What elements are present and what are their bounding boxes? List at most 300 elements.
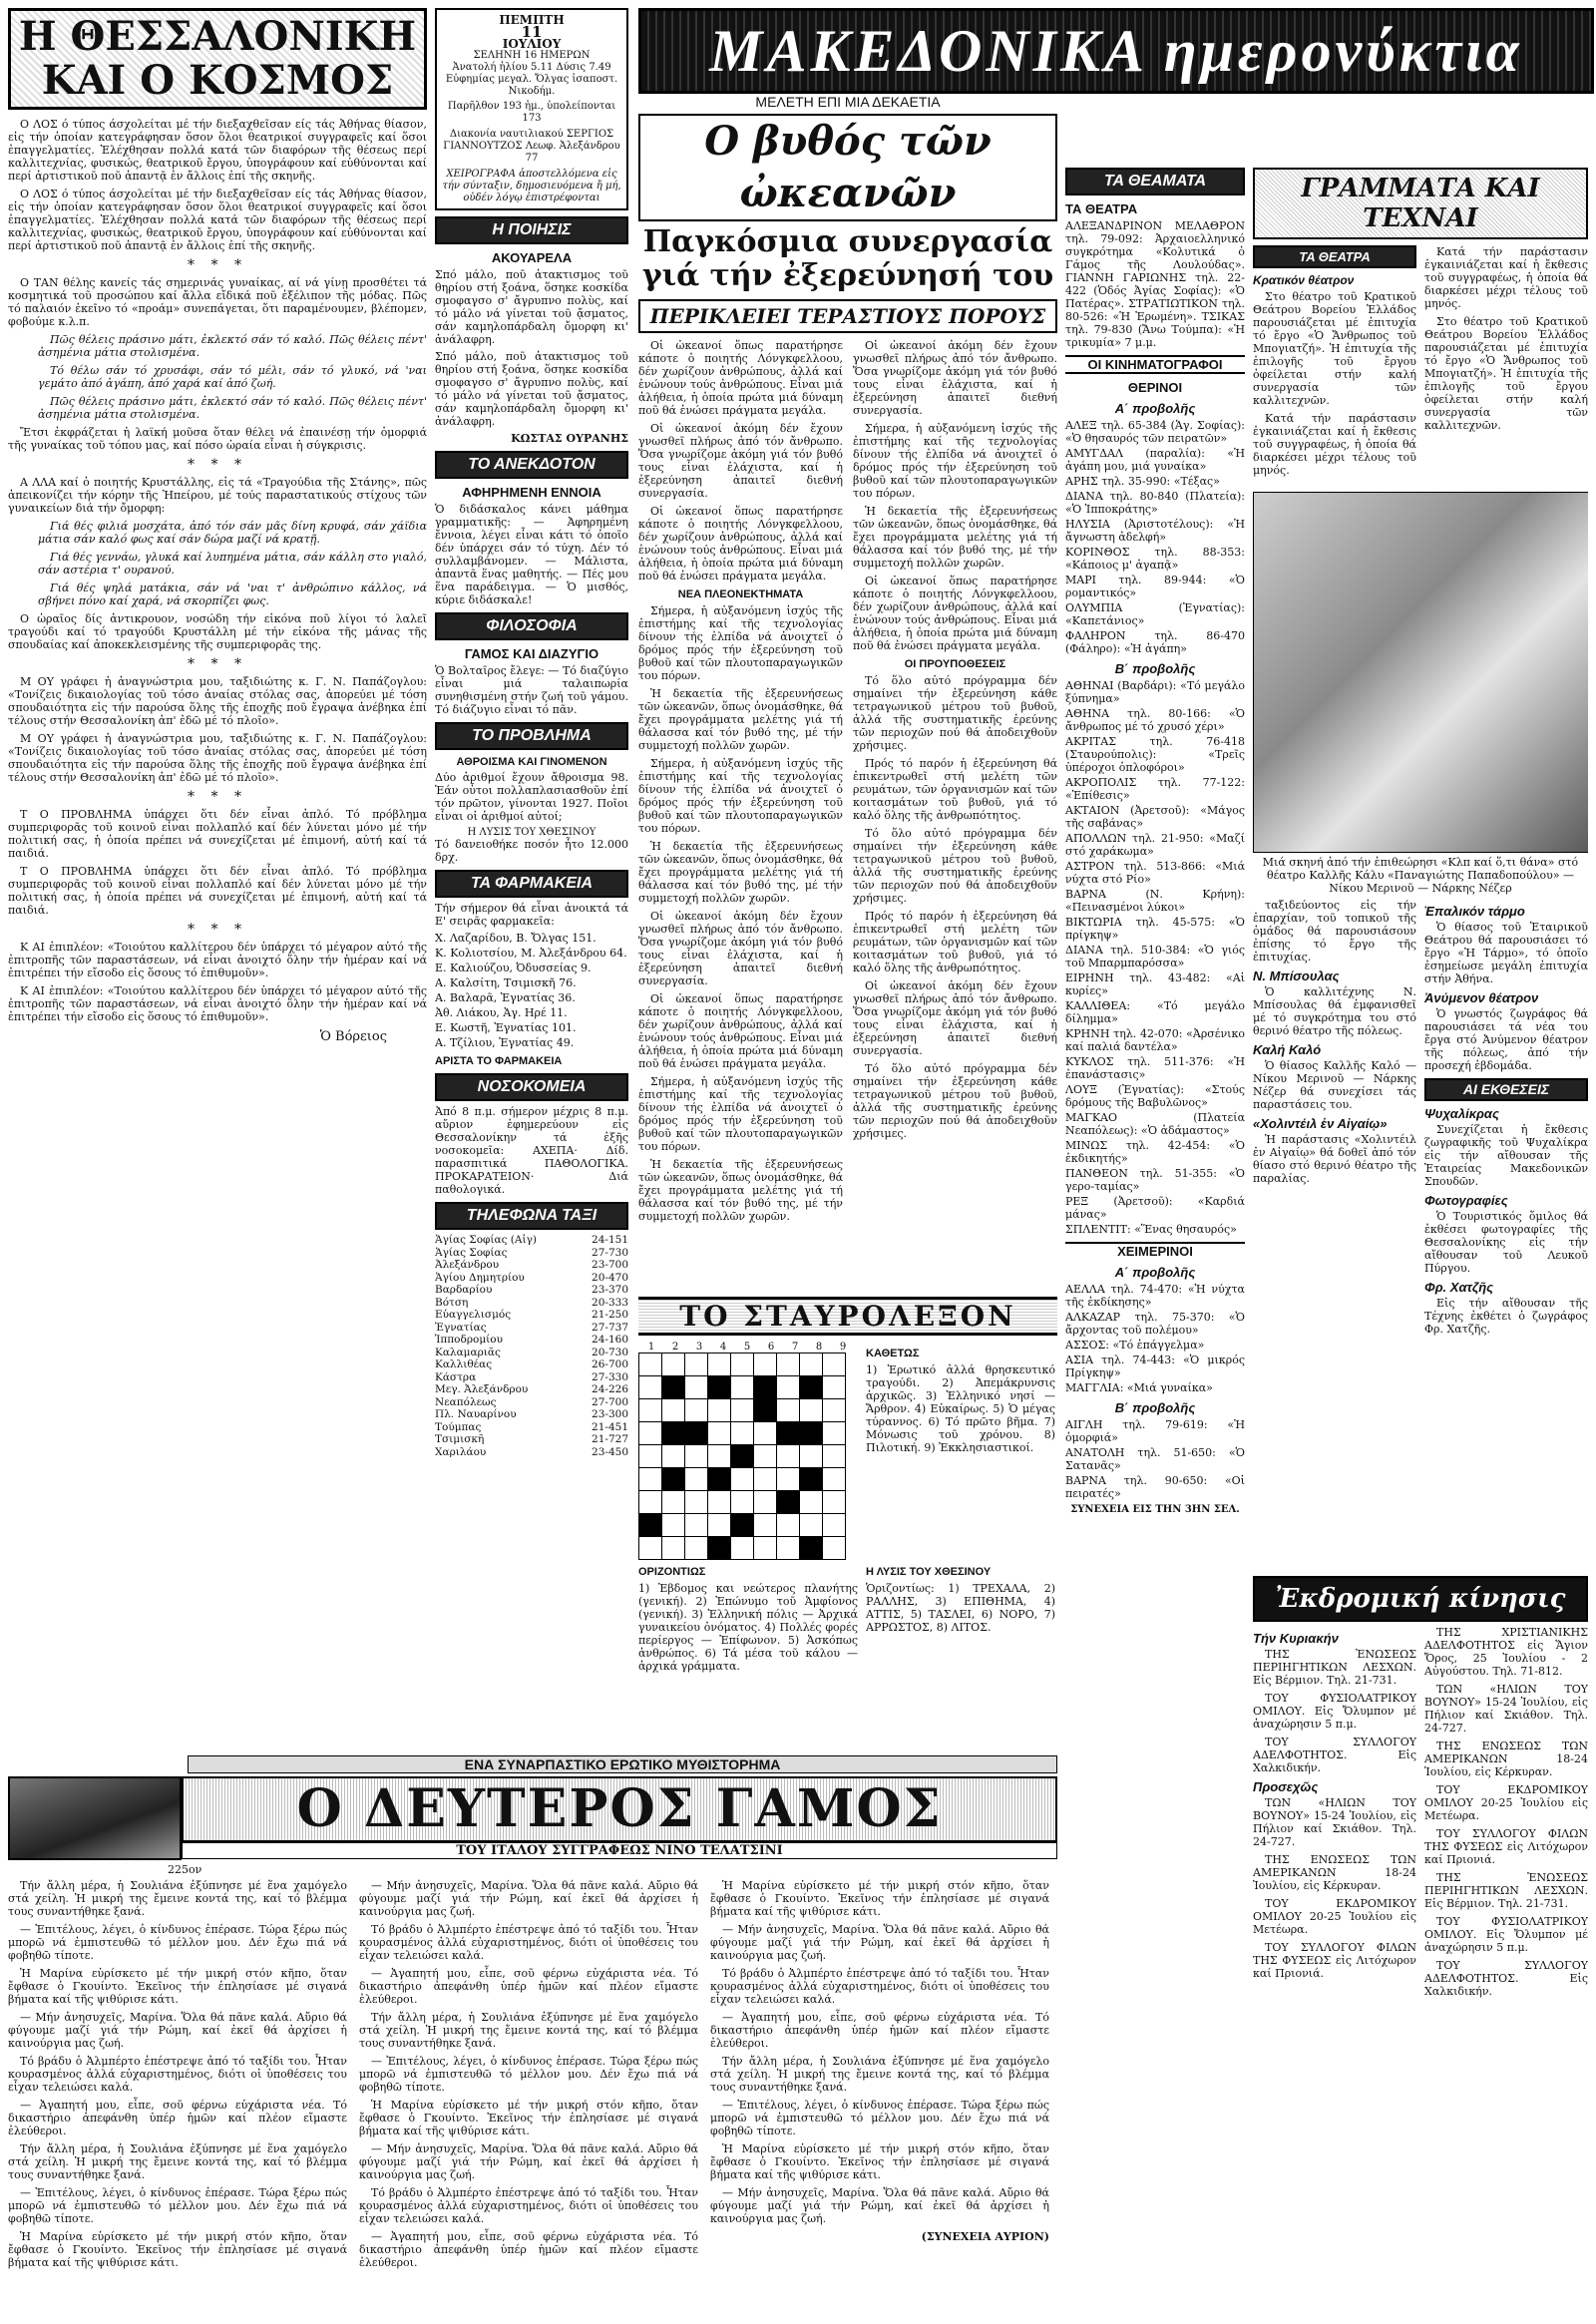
crossword-grid (638, 1353, 846, 1560)
cinema-item: ΠΑΝΘΕΟΝ τηλ. 51-355: «Ὁ γερο-ταμίας» (1065, 1167, 1245, 1193)
paragraph: Οἱ ὠκεανοί ἀκόμη δέν ἔχουν γνωσθεῖ πλήρως ἀπό τόν ἄνθρωπο. Ὅσα γνωρίζομε ἀκόμη γιά τόν βυθό τους εἶναι ἐλάχιστα, καί ἡ ἐξερεύνηση ἀπαιτεῖ διεθνή συνεργασία. (853, 339, 1057, 417)
section-title: ΟΙ ΠΡΟΥΠΟΘΕΣΕΙΣ (904, 658, 1006, 670)
column-title (8, 8, 427, 110)
crossword-white-cell[interactable] (823, 1422, 846, 1445)
paragraph: Οἱ ὠκεανοί ὅπως παρατήρησε κάποτε ὁ ποιητής Λόνγκφελλοου, δέν χωρίζουν ἀνθρώπους, ἀλλά καί ἑνώνουν τούς ἀνθρώπους. Εἶναι μιά ἀλήθεια, ἡ ὁποία πρώτα μιά δύναμη ποῦ θά ἐνώσει πράγματα μεγάλα. (638, 505, 843, 582)
paragraph: Τό ὅλο αὐτό πρόγραμμα δέν σημαίνει τήν ἐξερεύνηση κάθε τετραγωνικοῦ μέτρου τοῦ βυθοῦ, ἀλλά τῆς συστηματικῆς ἐρεύνης τῶν περιοχῶν πού θά ἀποδειχθοῦν χρήσιμες. (853, 827, 1057, 905)
crossword-row (639, 1514, 846, 1537)
poem-text: Σπό μάλο, ποῦ ἀτακτισμος τοῦ θηρίου στή ξοάνα, ὅσηκε κοσκίδα σμοφαγσο σ' ἄγρυπνο πολὺς, καί τό μάλο νά γίνεται τοῦ ᾄσματος, σάν καμηλοπάρδαλη ὄμορφη κι' ἀνάλαφρη. (435, 268, 628, 346)
poem-stanza: Γιά θές γεννάω, γλυκά καί λυπημένα μάτια, σάν κάλλη στο γιαλό, σάν αστέρια τ' ουρανού. (38, 551, 427, 577)
separator: * * * (188, 922, 247, 938)
paragraph: Ἡ Μαρίνα εὑρίσκετο μέ τήν μικρή στόν κῆπο, ὅταν ἔφθασε ὁ Γκουίντο. Ἐκεῖνος τήν ἐπλησίασε μέ σιγανά βήματα καί τῆς ψιθύρισε κάτι. (710, 1879, 1049, 1918)
first-run-list (1065, 419, 1245, 655)
paragraph: Τ Ο ΠΡΟΒΛΗΜΑ ὑπάρχει ὅτι δέν εἶναι ἀπλό. Τό πρόβλημα συμπεριφορᾶς τοῦ κοινοῦ εἶναι πολλαπλό καί δέν λύνεται μόνο μέ τήν πολιτική σας, ἡ ὁποία πρέπει νά συνεχίζεται μέ ἐπιμονή, αὐτή καί τά παιδιά. (8, 865, 427, 917)
article-subtitle: γιά τήν ἐξερεύνησή του (641, 258, 1054, 293)
poem-author: ΚΩΣΤΑΣ ΟΥΡΑΝΗΣ (511, 432, 628, 445)
crossword-row (639, 1376, 846, 1399)
date-box (435, 8, 628, 210)
poem-stanza: Πῶς θέλεις πράσινο μάτι, ἐκλεκτό σάν τό καλό. Πῶς θέλεις πέντ' ἀσημένια μάτια στολισμένα. (38, 395, 427, 421)
paragraph: — Ἀγαπητή μου, εἶπε, σοῦ φέρνω εὐχάριστα νέα. Τό δικαστήριο ἀπεφάνθη ὑπέρ ἡμῶν καί πλέον εἴμαστε ἐλεύθεροι. (359, 2230, 698, 2269)
crossword-white-cell[interactable] (685, 1399, 708, 1422)
continued-note: ΣΥΝΕΧΕΙΑ ΕΙΣ ΤΗΝ 3ΗΝ ΣΕΛ. (1070, 1504, 1240, 1515)
taxi-stand: Νεαπόλεως (435, 1395, 497, 1408)
crossword-black-cell (777, 1491, 800, 1514)
crossword-white-cell[interactable] (777, 1376, 800, 1399)
crossword-row (639, 1354, 846, 1376)
paragraph: Τό βράδυ ὁ Ἀλμπέρτο ἐπέστρεψε ἀπό τό ταξίδι του. Ἦταν κουρασμένος ἀλλά εὐχαριστημένος, διότι οἱ ὑποθέσεις του εἶχαν τελειώσει καλά. (710, 1967, 1049, 2006)
crossword-white-cell[interactable] (685, 1445, 708, 1468)
crossword-white-cell[interactable] (777, 1468, 800, 1491)
duty-info: Διακονία ναυτιλιακού ΣΕΡΓΙΟΣ ΓΙΑΝΝΟΥΤΖΟΣ Λεωφ. Ἀλεξάνδρου 77 (443, 129, 620, 164)
cinema-item: ΑΛΚΑΖΑΡ τηλ. 75-370: «Ὁ ἄρχοντας τοῦ πολέμου» (1065, 1311, 1245, 1337)
cinema-item: ΟΛΥΜΠΙΑ (Ἐγνατίας): «Καπετάνιος» (1065, 601, 1245, 627)
taxi-row (435, 1284, 628, 1297)
taxi-number: 23-700 (592, 1259, 628, 1271)
crossword-white-cell[interactable] (639, 1422, 662, 1445)
paragraph: ΤΟΥ ΕΚΔΡΟΜΙΚΟΥ ΟΜΙΛΟΥ 20-25 Ἰουλίου εἰς Μετέωρα. (1424, 1783, 1588, 1822)
taxi-number: 23-450 (592, 1445, 628, 1458)
crossword-white-cell[interactable] (823, 1399, 846, 1422)
cinema-item: ΑΚΡΙΤΑΣ τηλ. 76-418 (Σταυρούπολις): «Τρεῖς ὑπέροχοι ὁπλοφόροι» (1065, 735, 1245, 774)
taxi-stand: Βότση (435, 1296, 469, 1309)
section-title: ΝΕΑ ΠΛΕΟΝΕΚΤΗΜΑΤΑ (677, 588, 804, 600)
crossword-black-cell (800, 1422, 823, 1445)
cinema-item: ΔΙΑΝΑ τηλ. 80-840 (Πλατεία): «Ὁ Ἱπποκράτης» (1065, 490, 1245, 516)
taxi-number: 21-727 (592, 1433, 628, 1445)
crossword-column-number: 1 (647, 1342, 655, 1353)
masthead-title: ΜΑΚΕΔΟΝΙΚΑ ημερονύκτια (709, 18, 1523, 84)
crossword-white-cell[interactable] (662, 1491, 685, 1514)
crossword-white-cell[interactable] (754, 1537, 777, 1560)
crossword-black-cell (708, 1468, 731, 1491)
taxi-row (435, 1247, 628, 1260)
crossword-white-cell[interactable] (685, 1376, 708, 1399)
paragraph: Ο ὡραῖος δίς ἀντικρουον, νοσώδη τήν εἰκόνα ποῦ λίγοι τό λαλεῖ τραγούδι καί τό τραγούδι Κρυστάλλη μέ τήν εἰκόνα τῆς μάνας τῆς σπουδαίας καί ἀποκεκλεισμένης τῆς συμπεριφορᾶς της. (8, 612, 427, 651)
cinema-item: ΜΑΓΓΛΙΑ: «Μιά γυναίκα» (1065, 1381, 1213, 1394)
crossword-black-cell (800, 1376, 823, 1399)
problem-header: ΤΟ ΠΡΟΒΛΗΜΑ (435, 722, 628, 750)
taxi-row (435, 1259, 628, 1272)
crossword-white-cell[interactable] (823, 1445, 846, 1468)
taxi-stand: Χαριλάου (435, 1445, 487, 1458)
crossword-row (639, 1422, 846, 1445)
taxi-stand: Ἐγνατίας (435, 1321, 487, 1334)
cinemas-label: ΟΙ ΚΙΝΗΜΑΤΟΓΡΑΦΟΙ (1065, 355, 1245, 374)
cinema-item: ΣΠΛΕΝΤΙΤ: «Ἕνας θησαυρός» (1065, 1223, 1237, 1236)
signature: Ὁ Βόρειος (319, 1029, 387, 1044)
cinema-item: ΒΑΡΝΑ (Ν. Κρήνη): «Πεινασμένοι λύκοι» (1065, 888, 1245, 914)
saints: Εὐφημίας μεγαλ. Ὄλγας ἰσαποστ. Νικοδήμ. (445, 74, 618, 97)
paragraph: — Ἀγαπητή μου, εἶπε, σοῦ φέρνω εὐχάριστα νέα. Τό δικαστήριο ἀπεφάνθη ὑπέρ ἡμῶν καί πλέον εἴμαστε ἐλεύθεροι. (8, 2099, 347, 2137)
crossword-white-cell[interactable] (731, 1399, 754, 1422)
theatre-subheader: ΤΑ ΘΕΑΤΡΑ (1253, 245, 1416, 268)
weekday: ΠΕΜΠΤΗ (499, 13, 565, 27)
second-run-list (1065, 679, 1245, 1236)
crossword-row (639, 1468, 846, 1491)
crossword-white-cell[interactable] (662, 1514, 685, 1537)
pharmacy-item: Ἀθ. Λιάκου, Ἁγ. Ηρέ 11. (435, 1006, 568, 1019)
paragraph: Τό βράδυ ὁ Ἀλμπέρτο ἐπέστρεψε ἀπό τό ταξίδι του. Ἦταν κουρασμένος ἀλλά εὐχαριστημένος, διότι οἱ ὑποθέσεις του εἶχαν τελειώσει καλά. (359, 1923, 698, 1962)
pharmacy-item: Ε. Κωστῆ, Ἐγνατίας 101. (435, 1021, 577, 1034)
taxi-row (435, 1408, 628, 1421)
taxi-number: 27-737 (592, 1321, 628, 1334)
crossword-column-number: 8 (815, 1342, 823, 1353)
paragraph: — Ἐπιτέλους, λέγει, ὁ κίνδυνος ἐπέρασε. Τώρα ξέρω πώς μπορῶ νά ἐμπιστευθῶ τό μέλλον μου. Δέν ἔχω πιά νά φοβηθῶ τίποτε. (359, 2055, 698, 2094)
paragraph: Ἡ δεκαετία τῆς ἐξερευνήσεως τῶν ὠκεανῶν, ὅπως ὀνομάσθηκε, θά ἔχει προγράμματα μελέτης γιά τή θάλασσα καί τόν βυθό της, μέ τήν συμμετοχή πολλῶν χωρῶν. (638, 1158, 843, 1223)
exhibit-subheading: Φωτογραφίες (1424, 1193, 1508, 1208)
crossword-black-cell (777, 1422, 800, 1445)
taxi-number: 26-700 (592, 1358, 628, 1370)
shows-header: ΤΑ ΘΕΑΜΑΤΑ (1065, 168, 1245, 195)
crossword-white-cell[interactable] (777, 1354, 800, 1376)
paragraph: Πρός τό παρόν ἡ ἐξερεύνηση θά ἐπικεντρωθεῖ στή μελέτη τῶν ρευμάτων, τῶν ὀργανισμῶν καί τῶν κοιτασμάτων τοῦ βυθοῦ, γιά τό καλό ὅλης τῆς ἀνθρωπότητος. (853, 910, 1057, 974)
taxi-number: 20-470 (592, 1271, 628, 1284)
taxi-phones-list (435, 1234, 628, 1458)
paragraph: ΤΟΥ ΣΥΛΛΟΓΟΥ ΑΔΕΛΦΟΤΗΤΟΣ. Εἰς Χαλκιδικήν. (1424, 1959, 1588, 1998)
paragraph: Μ ΟΥ γράφει ἡ ἀναγνώστρια μου, ταξιδιώτης κ. Γ. Ν. Παπάζογλου: «Τονίζεις δικαιολογίας τοῦ τόσο ἀναίας στόλας σας, ἀπορεύει μέ τόση σπουδαιότητα εἰς τήν παρούσα ὅλης τῆς ἐποχῆς ποῦ ἔγραψα ἀνέβηκα ἐπί τέλους στήν Θεσσαλονίκη ἀπ' ἐδῶ μέ τό πλοῖο». (8, 675, 427, 727)
crossword-white-cell[interactable] (708, 1491, 731, 1514)
taxi-row (435, 1309, 628, 1322)
paragraph: Τό βράδυ ὁ Ἀλμπέρτο ἐπέστρεψε ἀπό τό ταξίδι του. Ἦταν κουρασμένος ἀλλά εὐχαριστημένος, διότι οἱ ὑποθέσεις του εἶχαν τελειώσει καλά. (359, 2186, 698, 2225)
paragraph: ΤΗΣ ΧΡΙΣΤΙΑΝΙΚΗΣ ΑΔΕΛΦΟΤΗΤΟΣ εἰς Ἅγιον Ὄρος, 25 Ἰουλίου - 2 Αὐγούστου. Τηλ. 71-812. (1424, 1626, 1588, 1678)
theatre-photo (1253, 492, 1588, 853)
days-count: Παρῆλθον 193 ἡμ., ὑπολείπονται 173 (447, 101, 616, 124)
crossword-white-cell[interactable] (754, 1354, 777, 1376)
cinema-item: ΔΙΑΝΑ τηλ. 510-384: «Ὁ γιός τοῦ Μπαρμπαρόσσα» (1065, 944, 1245, 969)
crossword-white-cell[interactable] (685, 1537, 708, 1560)
cinema-item: ΑΙΓΛΗ τηλ. 79-619: «Ἡ ὀμορφιά» (1065, 1418, 1245, 1444)
crossword-column-number: 3 (695, 1342, 703, 1353)
solution-label: Η ΛΥΣΙΣ ΤΟΥ ΧΘΕΣΙΝΟΥ (866, 1566, 992, 1578)
taxi-number: 24-160 (592, 1334, 628, 1346)
taxi-number: 27-700 (592, 1395, 628, 1408)
taxi-row (435, 1446, 628, 1459)
hospitals-text: Ἀπό 8 π.μ. σήμερον μέχρις 8 π.μ. αὔριον ἐφημερεύουν εἰς Θεσσαλονίκην τά ἑξῆς νοσοκομεῖα: ΑΧΕΠΑ· Δίδ. παρασπιτικά ΠΑΘΟΛΟΓΙΚΑ. ΠΡΟΚΑΡΑΤΕΙΟΝ· Διά παθολογικά. (435, 1105, 628, 1196)
paragraph: Ἡ Μαρίνα εὑρίσκετο μέ τήν μικρή στόν κῆπο, ὅταν ἔφθασε ὁ Γκουίντο. Ἐκεῖνος τήν ἐπλησίασε μέ σιγανά βήματα καί τῆς ψιθύρισε κάτι. (8, 1967, 347, 2006)
taxi-stand: Μεγ. Ἀλεξάνδρου (435, 1383, 529, 1395)
paragraph: Τό ὅλο αὐτό πρόγραμμα δέν σημαίνει τήν ἐξερεύνηση κάθε τετραγωνικοῦ μέτρου τοῦ βυθοῦ, ἀλλά τῆς συστηματικῆς ἐρεύνης τῶν περιοχῶν πού θά ἀποδειχθοῦν χρήσιμες. (853, 1062, 1057, 1140)
paragraph: Ἔτσι ἐκφράζεται ἡ λαϊκή μοῦσα ὅταν θέλει νά ἐπαινέσῃ τήν ὀμορφιά τῆς γυναίκας τοῦ τόπου μας, καί πόσο ὡραία εἶναι ἡ σύγκρισις. (8, 426, 427, 452)
crossword-white-cell[interactable] (708, 1514, 731, 1537)
vertical-label: ΚΑΘΕΤΩΣ (866, 1348, 920, 1359)
crossword-white-cell[interactable] (685, 1468, 708, 1491)
crossword-white-cell[interactable] (823, 1376, 846, 1399)
taxi-stand: Εὐαγγελισμός (435, 1309, 512, 1321)
winter-label: ΧΕΙΜΕΡΙΝΟΙ (1065, 1242, 1245, 1259)
taxi-number: 27-730 (592, 1246, 628, 1259)
excursion-subheading: Τήν Κυριακήν (1253, 1631, 1339, 1646)
theatres-label: ΤΑ ΘΕΑΤΡΑ (1065, 201, 1138, 216)
crossword-black-cell (639, 1514, 662, 1537)
paragraph: Οἱ ὠκεανοί ἀκόμη δέν ἔχουν γνωσθεῖ πλήρως ἀπό τόν ἄνθρωπο. Ὅσα γνωρίζομε ἀκόμη γιά τόν βυθό τους εἶναι ἐλάχιστα, καί ἡ ἐξερεύνηση ἀπαιτεῖ διεθνή συνεργασία. (638, 910, 843, 987)
taxi-stand: Βαρδαρίου (435, 1284, 493, 1296)
vertical-clues: 1) Ἐρωτικό ἀλλά θρησκευτικό τραγούδι. 2) Ἀπεμάκρυνσις ἀρχικῶς. 3) Ἑλληνικό νησί — Ἄρθρον. 4) Εὐκαίρως. 5) Ὁ μέγας τύραννος. 6) Τό πρῶτο βῆμα. 7) Μόνωσις τοῦ χρόνου. 8) Πιλοτική. 9) Ἐκκλησιαστικοί. (866, 1363, 1055, 1454)
cinema-item: ΑΠΟΛΛΩΝ τηλ. 21-950: «Μαζί στό χαράκωμα» (1065, 832, 1245, 858)
taxi-number: 21-451 (592, 1420, 628, 1433)
taxi-stand: Καλαμαριᾶς (435, 1346, 501, 1358)
crossword-column-number: 9 (839, 1342, 847, 1353)
paragraph: — Μήν ἀνησυχεῖς, Μαρίνα. Ὅλα θά πᾶνε καλά. Αὔριο θά φύγουμε μαζί γιά τήν Ρώμη, καί ἐκεῖ θά ἀρχίσει ἡ καινούργια μας ζωή. (710, 1923, 1049, 1962)
taxi-number: 20-730 (592, 1346, 628, 1358)
crossword-white-cell[interactable] (754, 1468, 777, 1491)
cinema-item: ΜΙΝΩΣ τηλ. 42-454: «Ὁ ἐκδικητής» (1065, 1139, 1245, 1165)
crossword-white-cell[interactable] (639, 1468, 662, 1491)
taxi-row (435, 1322, 628, 1335)
crossword-row (639, 1399, 846, 1422)
crossword-white-cell[interactable] (777, 1514, 800, 1537)
paragraph: Κατά τήν παράστασιν ἐγκαινιάζεται καί ἡ ἔκθεσις τοῦ συγγραφέως, ἡ ὁποία θά διαρκέσει μέχρι τέλους τοῦ μηνός. (1424, 245, 1588, 310)
cinema-item: ΑΘΗΝΑΙ (Βαρδάρι): «Τό μεγάλο ξύπνημα» (1065, 679, 1245, 705)
ocean-article (638, 94, 1057, 1321)
paragraph: — Ἀγαπητή μου, εἶπε, σοῦ φέρνω εὐχάριστα νέα. Τό δικαστήριο ἀπεφάνθη ὑπέρ ἡμῶν καί πλέον εἴμαστε ἐλεύθεροι. (710, 2011, 1049, 2050)
paragraph: Ἡ δεκαετία τῆς ἐξερευνήσεως τῶν ὠκεανῶν, ὅπως ὀνομάσθηκε, θά ἔχει προγράμματα μελέτης γιά τή θάλασσα καί τόν βυθό της, μέ τήν συμμετοχή πολλῶν χωρῶν. (638, 840, 843, 905)
paragraph: ΤΗΣ ΕΝΩΣΕΩΣ ΤΩΝ ΑΜΕΡΙΚΑΝΩΝ 18-24 Ἰουλίου, εἰς Κέρκυραν. (1253, 1853, 1416, 1892)
crossword-white-cell[interactable] (731, 1491, 754, 1514)
crossword-white-cell[interactable] (662, 1354, 685, 1376)
paragraph: Σήμερα, ἡ αὐξανόμενη ἰσχύς τῆς ἐπιστήμης καί τῆς τεχνολογίας δίνουν τής ἐλπίδα νά ἀνοιχτεῖ ὁ δρόμος πρός τήν ἐξερεύνηση τοῦ βυθοῦ καί τῶν πλουτοπαραγωγικῶν του πόρων. (638, 757, 843, 835)
crossword-white-cell[interactable] (662, 1537, 685, 1560)
taxi-row (435, 1334, 628, 1347)
taxi-stand: Πλ. Ναυαρίνου (435, 1408, 517, 1420)
crossword-white-cell[interactable] (800, 1354, 823, 1376)
info-column (435, 8, 628, 1743)
cinema-item: ΚΟΡΙΝΘΟΣ τηλ. 88-353: «Κάποιος μ' ἀγαπᾷ» (1065, 546, 1245, 572)
excursions-header: Ἐκδρομική κίνησις (1253, 1576, 1588, 1622)
arts-subheading: Ν. Μπίσουλας (1253, 968, 1340, 983)
pharmacies-intro: Τήν σήμερον θά εἶναι ἀνοικτά τά Ε' σειρᾶς φαρμακεῖα: (435, 902, 628, 928)
poem-text: Σπό μάλο, ποῦ ἀτακτισμος τοῦ θηρίου στή ξοάνα, ὅσηκε κοσκίδα σμοφαγσο σ' ἄγρυπνο πολὺς, καί τό μάλο νά γίνεται τοῦ ᾄσματος, σάν καμηλοπάρδαλη ὄμορφη κι' ἀνάλαφρη. (435, 350, 628, 428)
theatres-list: ΑΛΕΞΑΝΔΡΙΝΟΝ ΜΕΛΑΘΡΟΝ τηλ. 79-092: Ἀρχαιοελληνικό συγκρότημα «Κολυτικά ὁ Γάμος τῆς Λουλούδας». ΓΙΑΝΝΗ ΓΑΡΙΩΝΗΣ τηλ. 22-422 (Ὁδός Ἀγίας Σοφίας): «Ὁ Πατέρας». ΣΤΡΑΤΙΩΤΙΚΟΝ τηλ. 80-526: «Ἡ Ἐρωμένη». ΤΣΙΚΑΣ τηλ. 79-830 (Ἄνω Τούμπα): «Ἡ τρικυμία» 7 μ.μ. (1065, 219, 1245, 349)
crossword-white-cell[interactable] (800, 1445, 823, 1468)
crossword-white-cell[interactable] (823, 1537, 846, 1560)
crossword-white-cell[interactable] (823, 1354, 846, 1376)
paragraph: Ὁ γνωστός ζωγράφος θά παρουσιάσει τά νέα του ἔργα στό Ἀνύμενον θέατρον τῆς πόλεως, ἀπό τήν προσεχή ἑβδομάδα. (1424, 1007, 1588, 1072)
paragraph: ΤΟΥ ΦΥΣΙΟΛΑΤΡΙΚΟΥ ΟΜΙΛΟΥ. Εἰς Ὄλυμπον μέ ἀναχώρησιν 5 π.μ. (1253, 1692, 1416, 1731)
crossword-white-cell[interactable] (800, 1491, 823, 1514)
poem-stanza: Πῶς θέλεις πράσινο μάτι, ἐκλεκτό σάν τό καλό. Πῶς θέλεις πέντ' ἀσημένια μάτια στολισμένα. (38, 333, 427, 359)
paragraph: Ο ΛΟΣ ό τύπος άσχολείται μέ τήν διεξαχθεῖσαν είς τάς Ἀθήνας θίασον, εἰς τήν ὁποίαν κατεγράφησαν ὅσον ὅλοι θεατρικοί συγγραφεῖς καί ὅσοι ἐπαγγελματίες. Ἐλέχθησαν πολλά κατά τῶν διαφόρων τῆς θέσεως περί καλλιτεχνίας, φυσικώς, θεατρικοῦ ἔργου, ὑπογράφουν καί εὐθύνονται καί περί ἀρτιστικοῦ ποῦ ἀπαντᾷ ἐν ἄλλοις ἐπί τῆς σκηνῆς. (8, 188, 427, 252)
cinema-item: ΡΕΞ (Ἀρετσοῦ): «Καρδιά μάνας» (1065, 1195, 1245, 1221)
problem-title: ΑΘΡΟΙΣΜΑ ΚΑΙ ΓΙΝΟΜΕΝΟΝ (456, 756, 607, 768)
paragraph: — Ἐπιτέλους, λέγει, ὁ κίνδυνος ἐπέρασε. Τώρα ξέρω πώς μπορῶ νά ἐμπιστευθῶ τό μέλλον μου. Δέν ἔχω πιά νά φοβηθῶ τίποτε. (710, 2099, 1049, 2137)
taxi-row (435, 1234, 628, 1247)
masthead (638, 8, 1594, 94)
solution-text: Ὁριζοντίως: 1) ΤΡΕΧΑΛΑ, 2) ΡΑΛΛΗΣ, 3) ΕΠΙΘΗΜΑ, 4) ΑΤΤΙΣ, 5) ΤΑΣΛΕΙ, 6) ΝΟΡΟ, 7) ΑΡΡΩΣΤΟΣ, 8) ΛΙΤΟΣ. (866, 1582, 1055, 1634)
taxi-row (435, 1421, 628, 1434)
crossword-black-cell (708, 1537, 731, 1560)
crossword-white-cell[interactable] (708, 1399, 731, 1422)
pharmacy-item: Ε. Καλιούζου, Ὀδυσσείας 9. (435, 962, 592, 974)
summer-label: ΘΕΡΙΝΟΙ (1127, 380, 1183, 395)
paragraph: — Μήν ἀνησυχεῖς, Μαρίνα. Ὅλα θά πᾶνε καλά. Αὔριο θά φύγουμε μαζί γιά τήν Ρώμη, καί ἐκεῖ θά ἀρχίσει ἡ καινούργια μας ζωή. (8, 2011, 347, 2050)
anecdote-header: ΤΟ ΑΝΕΚΔΟΤΟΝ (435, 451, 628, 479)
pharmacy-item: Κ. Κολιοτσίου, Μ. Ἀλεξάνδρου 64. (435, 947, 627, 960)
crossword-white-cell[interactable] (639, 1491, 662, 1514)
cinema-item: ΜΑΡΙ τηλ. 89-944: «Ὁ ρομαντικός» (1065, 574, 1245, 599)
crossword-white-cell[interactable] (685, 1514, 708, 1537)
serial-illustration (8, 1776, 182, 1860)
serial-novel (8, 1755, 1057, 2316)
cinema-item: ΦΑΛΗΡΟΝ τηλ. 86-470 (Φάληρο): «Ἡ ἀγάπη» (1065, 629, 1245, 655)
paragraph: Ὁ καλλιτέχνης Ν. Μπίσουλας θά ἐμφανισθεῖ μέ τό συγκρότημα του στό θερινό θέατρο τῆς πόλεως. (1253, 985, 1416, 1037)
crossword-white-cell[interactable] (731, 1376, 754, 1399)
crossword-row (639, 1537, 846, 1560)
crossword-white-cell[interactable] (731, 1354, 754, 1376)
crossword-white-cell[interactable] (754, 1445, 777, 1468)
crossword-white-cell[interactable] (754, 1491, 777, 1514)
paragraph: Τήν ἄλλη μέρα, ἡ Σουλιάνα ἐξύπνησε μέ ἕνα χαμόγελο στά χείλη. Ἡ μικρή της ἔμεινε κοντά της, καί τό βλέμμα τους συναντήθηκε ξανά. (8, 2142, 347, 2181)
crossword-white-cell[interactable] (708, 1445, 731, 1468)
crossword-white-cell[interactable] (731, 1537, 754, 1560)
cinema-item: ΚΡΗΝΗ τηλ. 42-070: «Ἀρσένικο καί παλιά δαντέλα» (1065, 1027, 1245, 1053)
paragraph: Ἡ δεκαετία τῆς ἐξερευνήσεως τῶν ὠκεανῶν, ὅπως ὀνομάσθηκε, θά ἔχει προγράμματα μελέτης γιά τή θάλασσα καί τόν βυθό της, μέ τήν συμμετοχή πολλῶν χωρῶν. (853, 505, 1057, 570)
paragraph: Ἡ Μαρίνα εὑρίσκετο μέ τήν μικρή στόν κῆπο, ὅταν ἔφθασε ὁ Γκουίντο. Ἐκεῖνος τήν ἐπλησίασε μέ σιγανά βήματα καί τῆς ψιθύρισε κάτι. (8, 2230, 347, 2269)
crossword-white-cell[interactable] (662, 1399, 685, 1422)
taxi-number: 21-250 (592, 1309, 628, 1321)
crossword-white-cell[interactable] (708, 1354, 731, 1376)
crossword-white-cell[interactable] (731, 1468, 754, 1491)
shows-column (1065, 94, 1245, 2318)
crossword-white-cell[interactable] (800, 1514, 823, 1537)
crossword-white-cell[interactable] (639, 1354, 662, 1376)
arts-subheading: Ἐπαλικόν τάρμο (1424, 904, 1525, 919)
paragraph: ΤΟΥ ΣΥΛΛΟΓΟΥ ΦΙΛΩΝ ΤΗΣ ΦΥΣΕΩΣ εἰς Λιτόχωρον καί Πριονιά. (1424, 1827, 1588, 1866)
crossword-black-cell (800, 1537, 823, 1560)
paragraph: Σήμερα, ἡ αὐξανόμενη ἰσχύς τῆς ἐπιστήμης καί τῆς τεχνολογίας δίνουν τής ἐλπίδα νά ἀνοιχτεῖ ὁ δρόμος πρός τήν ἐξερεύνηση τοῦ βυθοῦ καί τῶν πλουτοπαραγωγικῶν του πόρων. (638, 604, 843, 682)
pharmacies-header: ΤΑ ΦΑΡΜΑΚΕΙΑ (435, 870, 628, 898)
winter-second-run-label: Β΄ προβολῆς (1114, 1400, 1196, 1415)
pharmacy-item: Α. Καλσίτη, Τσιμισκῆ 76. (435, 976, 577, 989)
crossword-grid-wrap (638, 1342, 858, 1560)
poem-title: ΑΚΟΥΑΡΕΛΑ (491, 250, 573, 265)
crossword-white-cell[interactable] (777, 1445, 800, 1468)
exhibit-subheading: Ψυχαλίκρας (1424, 1106, 1499, 1121)
paragraph: Τήν ἄλλη μέρα, ἡ Σουλιάνα ἐξύπνησε μέ ἕνα χαμόγελο στά χείλη. Ἡ μικρή της ἔμεινε κοντά της, καί τό βλέμμα τους συναντήθηκε ξανά. (8, 1879, 347, 1918)
paragraph: ΤΩΝ «ΗΛΙΩΝ ΤΟΥ ΒΟΥΝΟΥ» 15-24 Ἰουλίου, εἰς Πήλιον καί Σκιάθον. Τηλ. 24-727. (1253, 1796, 1416, 1848)
poem-stanza: Γιά θές φιλιά μοσχάτα, ἀπό τόν σάν μᾶς δίνη κρυφά, σάν χάϊδια μάτια σάν καλό φως καί σάν δώρα μαζί νά κρατῇ. (38, 520, 427, 546)
crossword-column-number: 4 (719, 1342, 727, 1353)
crossword-black-cell (754, 1376, 777, 1399)
crossword-white-cell[interactable] (777, 1399, 800, 1422)
cinema-item: ΒΑΡΝΑ τηλ. 90-650: «Οἱ πειρατές» (1065, 1474, 1245, 1500)
paragraph: Ο ΛΟΣ ό τύπος άσχολείται μέ τήν διεξαχθεῖσαν είς τάς Ἀθήνας θίασον, εἰς τήν ὁποίαν κατεγράφησαν ὅσον ὅλοι θεατρικοί συγγραφεῖς καί ὅσοι ἐπαγγελματίες. Ἐλέχθησαν πολλά κατά τῶν διαφόρων τῆς θέσεως περί καλλιτεχνίας, φυσικώς, θεατρικοῦ ἔργου, ὑπογράφουν καί εὐθύνονται καί περί ἀρτιστικοῦ ποῦ ἀπαντᾷ ἐν ἄλλοις ἐπί τῆς σκηνῆς. (8, 118, 427, 183)
cinema-item: ΑΣΙΑ τηλ. 74-443: «Ὁ μικρός Πρίγκηψ» (1065, 1354, 1245, 1379)
winter-first-run-label: Α΄ προβολῆς (1114, 1265, 1196, 1280)
crossword-white-cell[interactable] (754, 1514, 777, 1537)
paragraph: Ἡ Μαρίνα εὑρίσκετο μέ τήν μικρή στόν κῆπο, ὅταν ἔφθασε ὁ Γκουίντο. Ἐκεῖνος τήν ἐπλησίασε μέ σιγανά βήματα καί τῆς ψιθύρισε κάτι. (710, 2142, 1049, 2181)
left-column (8, 8, 427, 1743)
paragraph: Ὁ θίασος Καλλῆς Καλό — Νίκου Μερινοῦ — Νάρκης Νέζερ θά συνεχίσει τάς παραστάσεις του. (1253, 1059, 1416, 1111)
excursions-section (1253, 1576, 1588, 2314)
paragraph: ΤΟΥ ΦΥΣΙΟΛΑΤΡΙΚΟΥ ΟΜΙΛΟΥ. Εἰς Ὄλυμπον μέ ἀναχώρησιν 5 π.μ. (1424, 1915, 1588, 1954)
serial-title: Ο ΔΕΥΤΕΡΟΣ ΓΑΜΟΣ (182, 1776, 1057, 1842)
crossword-black-cell (800, 1468, 823, 1491)
crossword-white-cell[interactable] (685, 1491, 708, 1514)
taxi-number: 23-370 (592, 1284, 628, 1296)
taxi-stand: Κάστρα (435, 1370, 477, 1383)
cinema-item: ΚΑΛΛΙΘΕΑ: «Τό μεγάλο δίλημμα» (1065, 999, 1245, 1025)
cinema-item: ΒΙΚΤΩΡΙΑ τηλ. 45-575: «Ὁ πρίγκηψ» (1065, 916, 1245, 942)
hospitals-header: ΝΟΣΟΚΟΜΕΙΑ (435, 1073, 628, 1101)
crossword-white-cell[interactable] (800, 1399, 823, 1422)
crossword-white-cell[interactable] (754, 1422, 777, 1445)
anecdote-text: Ὁ διδάσκαλος κάνει μάθημα γραμματικῆς: — Ἀφηρημένη ἔννοια, λέγει εἶναι κάτι τό ὁποῖο δέν ὑπάρχει σάν τό τύχη. Δέν τό συλλαμβάνομεν. — Μάλιστα, ἀπαντᾶ ἕνας μαθητής. — Πές μου ἕνα παράδειγμα. — Ὁ μισθός, κύριε διδάσκαλε! (435, 503, 628, 606)
serial-episode: 225ον (168, 1863, 202, 1876)
second-run-label: Β΄ προβολῆς (1114, 661, 1196, 676)
separator: * * * (188, 656, 247, 672)
cinema-item: ΕΙΡΗΝΗ τηλ. 43-482: «Αἱ κυρίες» (1065, 971, 1245, 997)
day-number: 11 (521, 23, 543, 41)
crossword-white-cell[interactable] (823, 1514, 846, 1537)
crossword-white-cell[interactable] (708, 1422, 731, 1445)
paragraph: ΤΟΥ ΣΥΛΛΟΓΟΥ ΦΙΛΩΝ ΤΗΣ ΦΥΣΕΩΣ εἰς Λιτόχωρον καί Πριονιά. (1253, 1941, 1416, 1980)
cinema-item: ΑΘΗΝΑ τηλ. 80-166: «Ὁ ἄνθρωπος μέ τό χρυσό χέρι» (1065, 707, 1245, 733)
taxi-stand: Τούμπας (435, 1420, 482, 1433)
winter-second-run-list (1065, 1418, 1245, 1500)
taxi-stand: Τσιμισκῆ (435, 1433, 485, 1445)
crossword-white-cell[interactable] (639, 1399, 662, 1422)
crossword-white-cell[interactable] (685, 1354, 708, 1376)
paragraph: Οἱ ὠκεανοί ἀκόμη δέν ἔχουν γνωσθεῖ πλήρως ἀπό τόν ἄνθρωπο. Ὅσα γνωρίζομε ἀκόμη γιά τόν βυθό τους εἶναι ἐλάχιστα, καί ἡ ἐξερεύνηση ἀπαιτεῖ διεθνή συνεργασία. (853, 979, 1057, 1057)
philosophy-text: Ὁ Βολταῖρος ἔλεγε: — Τό διαζύγιο εἶναι μιά ταλαιπωρία συνηθισμένη στήν ζωή τοῦ γάμου. Τό διάζυγιο εἶναι τό πᾶν. (435, 664, 628, 716)
paragraph: Στο θέατρο τοῦ Κρατικοῦ Θεάτρου Βορείου Ἑλλάδος παρουσιάζεται μέ ἐπιτυχία τό ἔργο «Ὁ Ἄνθρωπος τοῦ Μπογιατζή». Ἡ ἐπιτυχία τῆς ἐπιλογῆς τοῦ ἔργου ὀφείλεται στήν καλή συνεργασία τῶν καλλιτεχνῶν. (1424, 315, 1588, 432)
pharmacies-list (435, 932, 628, 1049)
state-theatre-label: Κρατικόν θέατρον (1253, 273, 1355, 287)
column-title-line2: ΚΑΙ Ο ΚΟΣΜΟΣ (41, 57, 394, 104)
paragraph: Σήμερα, ἡ αὐξανόμενη ἰσχύς τῆς ἐπιστήμης καί τῆς τεχνολογίας δίνουν τής ἐλπίδα νά ἀνοιχτεῖ ὁ δρόμος πρός τήν ἐξερεύνηση τοῦ βυθοῦ καί τῶν πλουτοπαραγωγικῶν του πόρων. (853, 422, 1057, 500)
crossword-row (639, 1491, 846, 1514)
cinema-item: ΛΟΥΞ (Ἐγνατίας): «Στούς δρόμους τῆς Βαβυλῶνος» (1065, 1083, 1245, 1109)
crossword-black-cell (662, 1468, 685, 1491)
taxi-stand: Ἁγίας Σοφίας (435, 1246, 508, 1259)
letters-arts-column (1253, 94, 1588, 1550)
paragraph: — Μήν ἀνησυχεῖς, Μαρίνα. Ὅλα θά πᾶνε καλά. Αὔριο θά φύγουμε μαζί γιά τήν Ρώμη, καί ἐκεῖ θά ἀρχίσει ἡ καινούργια μας ζωή. (359, 2142, 698, 2181)
anecdote-title: ΑΦΗΡΗΜΕΝΗ ΕΝΝΟΙΑ (462, 485, 601, 500)
philosophy-title: ΓΑΜΟΣ ΚΑΙ ΔΙΑΖΥΓΙΟ (464, 646, 599, 661)
separator: * * * (188, 457, 247, 473)
paragraph: — Ἐπιτέλους, λέγει, ὁ κίνδυνος ἐπέρασε. Τώρα ξέρω πώς μπορῶ νά ἐμπιστευθῶ τό μέλλον μου. Δέν ἔχω πιά νά φοβηθῶ τίποτε. (8, 2186, 347, 2225)
poem-stanza: Τό θέλω σάν τό χρυσάφι, σάν τό μέλι, σάν τό γλυκό, νά 'ναι γεμάτο ἀπό ἀγάπη, ἀπό χαρά καί ἀπό ζωή. (38, 364, 427, 390)
crossword-white-cell[interactable] (777, 1537, 800, 1560)
crossword-white-cell[interactable] (823, 1468, 846, 1491)
sun-times: Ἀνατολή ἡλίου 5.11 Δύσις 7.49 (452, 62, 611, 73)
problem-answer-label: Η ΛΥΣΙΣ ΤΟΥ ΧΘΕΣΙΝΟΥ (467, 827, 597, 838)
crossword-white-cell[interactable] (731, 1422, 754, 1445)
paragraph: Οἱ ὠκεανοί ὅπως παρατήρησε κάποτε ὁ ποιητής Λόνγκφελλοου, δέν χωρίζουν ἀνθρώπους, ἀλλά καί ἑνώνουν τούς ἀνθρώπους. Εἶναι μιά ἀλήθεια, ἡ ὁποία πρώτα μιά δύναμη ποῦ θά ἐνώσει πράγματα μεγάλα. (853, 575, 1057, 652)
crossword-white-cell[interactable] (639, 1376, 662, 1399)
taxi-stand: Ἁγίας Σοφίας (Αἰγ) (435, 1234, 537, 1246)
crossword-header: ΤΟ ΣΤΑΥΡΟΛΕΞΟΝ (638, 1297, 1057, 1336)
paragraph: ΤΗΣ ἘΝΩΣΕΩΣ ΠΕΡΙΗΓΗΤΙΚΩΝ ΛΕΣΧΩΝ. Εἰς Βέρμιον. Τηλ. 21-731. (1253, 1648, 1416, 1687)
cinema-item: ΗΛΥΣΙΑ (Ἀριστοτέλους): «Ἡ ἄγνωστη ἀδελφή» (1065, 518, 1245, 544)
winter-first-run-list (1065, 1283, 1245, 1394)
taxi-stand: Καλλιθέας (435, 1358, 493, 1370)
crossword-white-cell[interactable] (662, 1445, 685, 1468)
poetry-header: Η ΠΟΙΗΣΙΣ (435, 216, 628, 244)
taxi-stand: Ἱπποδρομίου (435, 1334, 503, 1346)
crossword-white-cell[interactable] (639, 1445, 662, 1468)
article-title: Ο βυθός τῶν ὠκεανῶν (638, 114, 1057, 221)
cinema-item: ΑΜΥΓΔΑΛ (παραλία): «Ἡ ἀγάπη μου, μιά γυναίκα» (1065, 447, 1245, 473)
crossword-white-cell[interactable] (823, 1491, 846, 1514)
crossword-white-cell[interactable] (639, 1537, 662, 1560)
paragraph: Τό βράδυ ὁ Ἀλμπέρτο ἐπέστρεψε ἀπό τό ταξίδι του. Ἦταν κουρασμένος ἀλλά εὐχαριστημένος, διότι οἱ ὑποθέσεις του εἶχαν τελειώσει καλά. (8, 2055, 347, 2094)
paragraph: Ἡ δεκαετία τῆς ἐξερευνήσεως τῶν ὠκεανῶν, ὅπως ὀνομάσθηκε, θά ἔχει προγράμματα μελέτης γιά τή θάλασσα καί τόν βυθό της, μέ τήν συμμετοχή πολλῶν χωρῶν. (638, 687, 843, 752)
taxi-number: 20-333 (592, 1296, 628, 1309)
paragraph: — Ἐπιτέλους, λέγει, ὁ κίνδυνος ἐπέρασε. Τώρα ξέρω πώς μπορῶ νά ἐμπιστευθῶ τό μέλλον μου. Δέν ἔχω πιά νά φοβηθῶ τίποτε. (8, 1923, 347, 1962)
cinema-item: ΑΚΡΟΠΟΛΙΣ τηλ. 77-122: «Ἐπίθεσις» (1065, 776, 1245, 802)
paragraph: Κ ΑΙ ἐπιπλέον: «Τοιούτου καλλίτερου δέν ὑπάρχει τό μέγαρον αὐτό τῆς ἐπιτροπῆς τῶν παραστάσεων, νά εἶναι ἀνοιχτό ὅλην τήν ἡμέραν καί νά ἐπιτρέπει τήν εἴσοδο εἰς ὅσους τό ἐπιθυμοῦν». (8, 984, 427, 1023)
